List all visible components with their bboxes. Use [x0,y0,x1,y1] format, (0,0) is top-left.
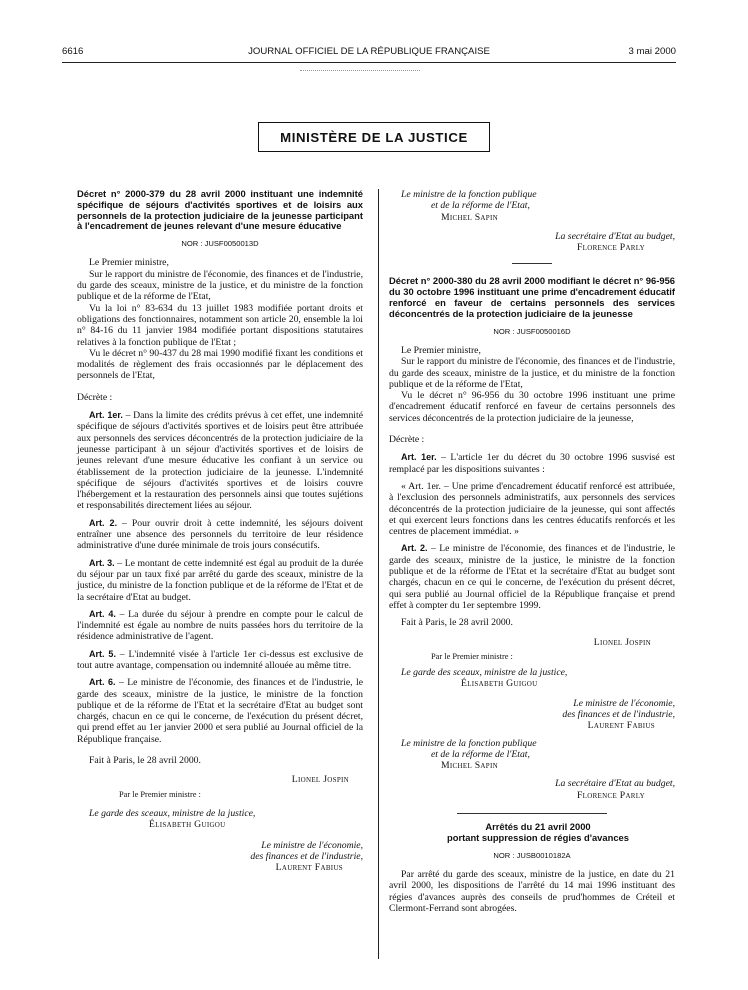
decree1-preamble-3: Vu la loi n° 83-634 du 13 juillet 1983 modifiée portant droits et obligations des fonctionnaires, notamment son article 20, ensemble la loi n° 84-16 du 11 janvier 1984 modifiée portant dispositions statutaires relatives à la fonction publique de l'Etat ; [77,302,363,348]
sig-by-pm: Par le Premier ministre : [431,651,513,661]
sig-fp-title-2: et de la réforme de l'Etat, [431,200,530,212]
sig-garde-title: Le garde des sceaux, ministre de la justice, [89,807,256,819]
sig-eco-name: Laurent Fabius [275,862,343,874]
article-text: – L'article 1er du décret du 30 octobre 1996 susvisé est remplacé par les dispositions suivantes : [389,452,675,475]
decree2-article-2 [389,543,675,611]
article-label: Art. 2. [401,543,428,554]
journal-title: JOURNAL OFFICIEL DE LA RÉPUBLIQUE FRANÇAISE [248,45,490,57]
sig-garde-name: Élisabeth Guigou [149,819,226,831]
running-header [62,44,676,58]
issue-date: 3 mai 2000 [628,45,676,57]
decree2-nor: NOR : JUSF0050016D [493,326,571,336]
decree2-preamble-2: Sur le rapport du ministre de l'économie, des finances et de l'industrie, du garde des sceaux, ministre de la justice, et du ministre de la fonction publique et de la réforme de l'Etat, [389,356,675,390]
sig-eco-title-2: des finances et de l'industrie, [562,708,675,720]
section-divider [512,263,552,264]
decree2-quote: « Art. 1er. – Une prime d'encadrement éducatif renforcé est attribuée, à l'exclusion des personnels administratifs, aux personnels des services déconcentrés de la protection judiciaire de la jeunesse, qui sont affectés et qui exercent leurs fonctions dans les centres éducatifs renforcés et les centres de placement immédiat. » [389,480,675,538]
sig-budget-title: La secrétaire d'Etat au budget, [555,778,675,790]
arretes-nor: NOR : JUSB0010182A [493,850,571,860]
sig-eco-title-1: Le ministre de l'économie, [573,697,675,709]
sig-fp-title-1: Le ministre de la fonction publique [401,737,537,749]
decree2-done: Fait à Paris, le 28 avril 2000. [401,617,513,629]
article-text: – Le montant de cette indemnité est égal au produit de la durée du séjour par un taux fixé par arrêté du garde des sceaux, ministre de la justice, du ministre de la fonction publique et de la réforme de l'Etat et de la secrétaire d'Etat au budget. [77,557,363,603]
decree2-preamble-1: Le Premier ministre, [401,344,481,356]
sig-eco-title-2: des finances et de l'industrie, [250,850,363,862]
article-label: Art. 4. [89,608,116,619]
decree1-done: Fait à Paris, le 28 avril 2000. [89,755,201,767]
article-text: – Le ministre de l'économie, des finances et de l'industrie, le garde des sceaux, ministre de la justice, le ministre de la fonction publique et de la réforme de l'Etat et la secrétaire d'Etat au budget sont chargés, chacun en ce qui le concerne, de l'exécution du présent décret, qui prend effet au 1er janvier 2000 et sera publié au Journal officiel de la République française. [77,677,363,745]
decree1-article-6 [77,677,363,745]
sig-garde-title: Le garde des sceaux, ministre de la justice, [401,667,568,679]
left-column [77,189,363,873]
decree1-article-3 [77,558,363,603]
decree1-article-1 [77,410,363,512]
article-label: Art. 2. [89,517,118,528]
sig-budget-name: Florence Parly [576,242,645,254]
article-text: – Le ministre de l'économie, des finances et de l'industrie, le garde des sceaux, ministre de la justice, le ministre de la fonction publique et de la réforme de l'Etat et la secrétaire d'Etat au budget sont chargés, chacun en ce qui le concerne, de l'exécution du présent décret, qui sera publié au Journal officiel de la République française et prend effet à compter du 1er septembre 1999. [389,543,675,611]
sig-eco-title-1: Le ministre de l'économie, [261,839,363,851]
decree1-nor: NOR : JUSF0050013D [181,239,259,249]
sig-fp-name: Michel Sapin [441,211,498,223]
decree1-article-2 [77,518,363,552]
sig-garde-name: Élisabeth Guigou [461,678,538,690]
sig-budget-title: La secrétaire d'Etat au budget, [555,230,675,242]
sig-pm-name: Lionel Jospin [593,636,651,648]
arretes-title-2: portant suppression de régies d'avances [447,831,629,843]
section-divider [457,813,607,814]
header-dotted-rule [300,70,420,71]
right-column [389,189,675,914]
ministry-heading-box [258,122,490,152]
article-label: Art. 1er. [89,410,123,421]
decree2-article-1 [389,452,675,475]
page-number: 6616 [62,45,84,57]
sig-eco-name: Laurent Fabius [587,720,655,732]
decree1-preamble-4: Vu le décret n° 90-437 du 28 mai 1990 modifié fixant les conditions et modalités de règlement des frais occasionnés par le déplacement des personnels de l'Etat, [77,347,363,382]
arretes-text: Par arrêté du garde des sceaux, ministre de la justice, en date du 21 avril 2000, les dispositions de l'arrêté du 14 mai 1996 instituant des régies d'avances auprès des conseils de prud'hommes de Créteil et Clermont-Ferrand sont abrogées. [389,868,675,914]
decree1-signatures [77,774,363,873]
article-label: Art. 6. [89,677,116,688]
article-label: Art. 3. [89,557,115,568]
decree1-preamble-2: Sur le rapport du ministre de l'économie, des finances et de l'industrie, du garde des sceaux, ministre de la justice, et du ministre de la fonction publique et de la réforme de l'Etat, [77,268,363,303]
column-separator [378,189,379,959]
decree2-signatures [389,637,675,802]
decree1-preamble-1: Le Premier ministre, [89,257,169,269]
decree2-decrete: Décrète : [389,434,425,446]
decree1-decrete: Décrète : [77,391,113,403]
sig-fp-title-1: Le ministre de la fonction publique [401,189,537,200]
article-text: – Dans la limite des crédits prévus à cet effet, une indemnité spécifique de séjours d'activités sportives et de loisirs peut être attribuée aux personnels des services déconcentrés de la protection judiciaire de la jeunesse participant à un séjour d'activités sportives et de loisirs de jeunes relevant d'une mesure éducative les confiant à un service ou établissement de la protection judiciaire de la jeunesse. L'indemnité spécifique de séjours d'activités sportives et de loisirs couvre l'hébergement et la restauration des personnels ainsi que toutes sujétions et responsabilités directement liées au séjour. [77,410,363,512]
article-text: – Pour ouvrir droit à cette indemnité, les séjours doivent entraîner une absence des personnels du territoire de leur résidence administrative d'une durée minimale de trois jours consécutifs. [77,517,364,552]
sig-pm-name: Lionel Jospin [291,774,349,786]
decree1-article-5 [77,649,363,672]
decree2-preamble-3: Vu le décret n° 96-956 du 30 octobre 1996 instituant une prime d'encadrement éducatif renforcé en faveur de certains personnels des services déconcentrés de la protection judiciaire de la jeunesse, [389,390,675,424]
decree1-signatures-continued [389,189,675,253]
decree2-title: Décret n° 2000-380 du 28 avril 2000 modifiant le décret n° 96-956 du 30 octobre 1996 instituant une prime d'encadrement éducatif renforcé en faveur de certains personnels des services déconcentrés de la protection judiciaire de la jeunesse [389,275,675,319]
arretes-title-1: Arrêtés du 21 avril 2000 [485,821,591,833]
header-rule [62,62,676,63]
article-label: Art. 5. [89,648,116,659]
decree1-title: Décret n° 2000-379 du 28 avril 2000 instituant une indemnité spécifique de séjours d'activités sportives et de loisirs aux personnels de la protection judiciaire de la jeunesse participant à l'encadrement de jeunes relevant d'une mesure éducative [77,188,363,232]
sig-by-pm: Par le Premier ministre : [119,789,201,799]
decree1-article-4 [77,609,363,643]
ministry-heading: MINISTÈRE DE LA JUSTICE [280,129,468,145]
article-text: – La durée du séjour à prendre en compte pour le calcul de l'indemnité est égale au nombre de nuits passées hors du territoire de la résidence administrative de l'agent. [77,608,363,643]
sig-fp-name: Michel Sapin [441,760,498,772]
article-text: – L'indemnité visée à l'article 1er ci-dessus est exclusive de tout autre avantage, compensation ou indemnité allouée au même titre. [77,648,363,671]
sig-budget-name: Florence Parly [576,789,645,801]
article-label: Art. 1er. [401,452,437,463]
sig-fp-title-2: et de la réforme de l'Etat, [431,748,530,760]
